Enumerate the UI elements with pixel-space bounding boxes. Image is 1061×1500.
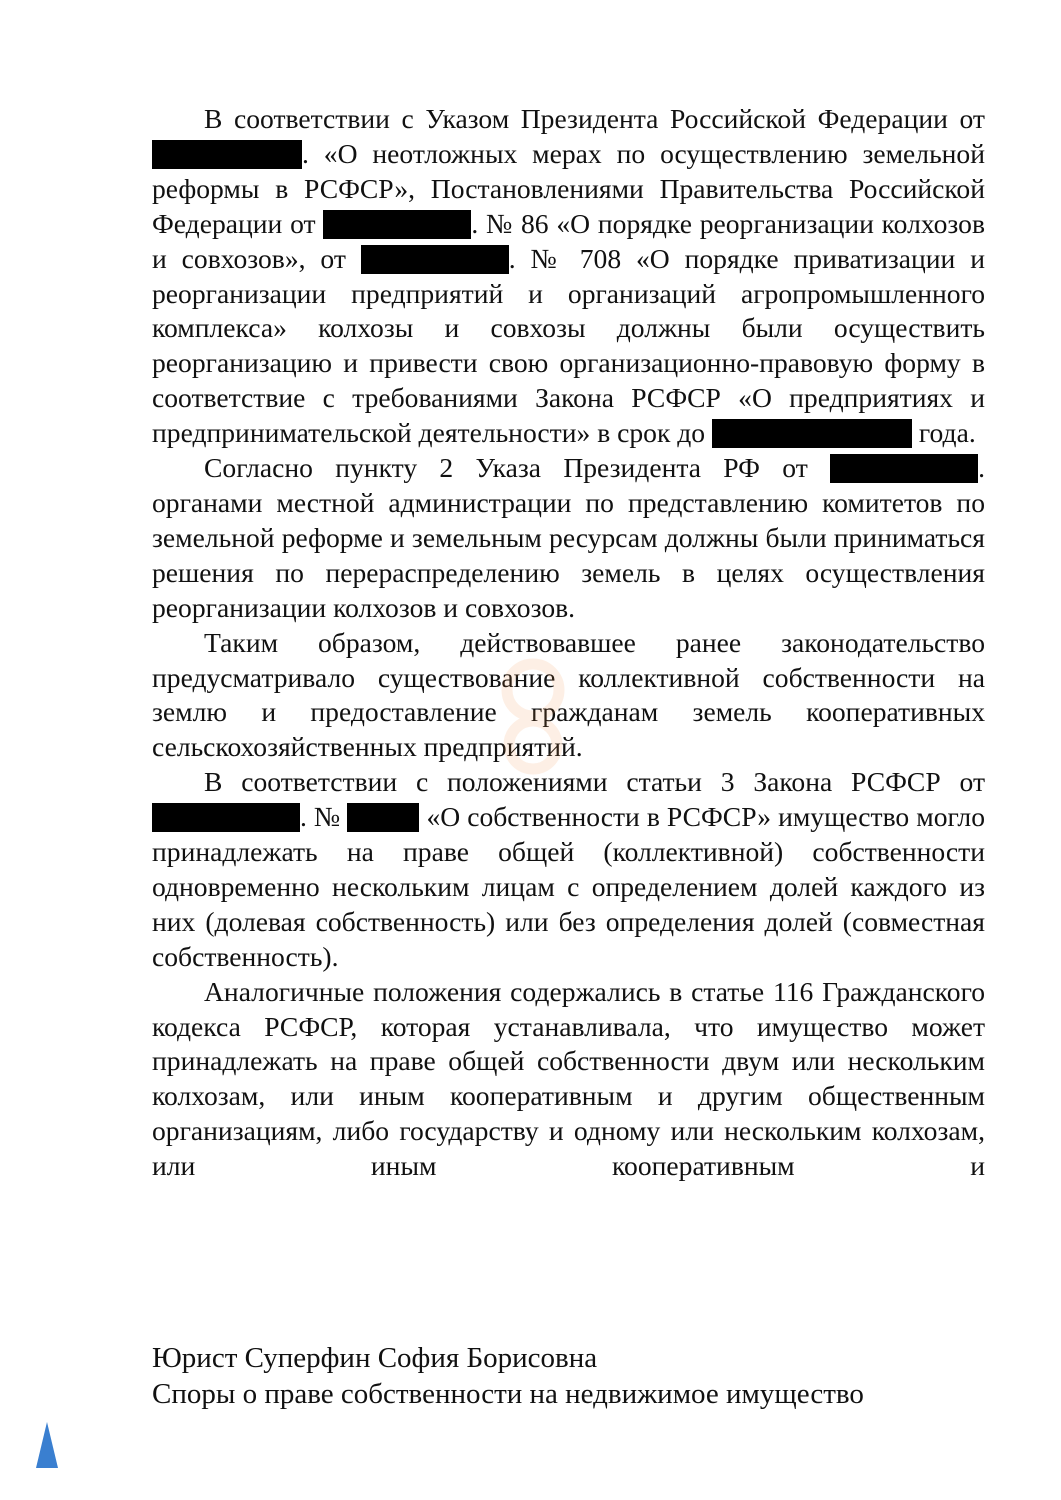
redacted-date bbox=[361, 245, 509, 274]
paragraph-1-text-5: года. bbox=[912, 417, 976, 449]
paragraph-4-text-3: «О собственности в РСФСР» имущество могло принадлежать на праве общей (коллективной) собственности одновременно нескольким лицам с определением долей каждого из них (долевая собственность) или без определения долей (совместная собственность). bbox=[152, 801, 985, 972]
redacted-number bbox=[347, 803, 419, 832]
logo-watermark-icon bbox=[488, 650, 578, 780]
redacted-date bbox=[152, 140, 302, 169]
footer-subtitle: Споры о праве собственности на недвижимое имущество bbox=[152, 1378, 864, 1410]
document-footer bbox=[152, 1340, 1012, 1412]
paragraph-2-text-1: Согласно пункту 2 Указа Президента РФ от bbox=[204, 452, 831, 484]
paragraph-1-text-3: . № 86 «О порядке реорганизации колхозов и совхозов», от bbox=[152, 207, 985, 274]
redacted-date bbox=[323, 210, 471, 239]
paragraph-2 bbox=[152, 451, 985, 626]
redacted-date bbox=[712, 419, 912, 448]
paragraph-1-text-4: . № 708 «О порядке приватизации и реорганизации предприятий и организаций агропромышленного комплекса» колхозы и совхозы должны были осуществить реорганизацию и привести свою организационно-правовую форму в соответствие с требованиями Закона РСФСР «О предприятиях и предпринимательской деятельности» в срок до bbox=[152, 242, 985, 449]
paragraph-1-text-2: . «О неотложных мерах по осуществлению земельной реформы в РСФСР», Постановлениями Правительства Российской Федерации от bbox=[152, 137, 985, 239]
footer-author: Юрист Суперфин София Борисовна bbox=[152, 1342, 598, 1374]
document-body bbox=[152, 102, 985, 1184]
redacted-date bbox=[152, 803, 300, 832]
paragraph-4-text-2: . № bbox=[300, 801, 348, 833]
paragraph-1-text-1: В соответствии с Указом Президента Российской Федерации от bbox=[204, 103, 985, 134]
paragraph-5: Аналогичные положения содержались в статье 116 Гражданского кодекса РСФСР, которая устанавливала, что имущество может принадлежать на праве общей собственности двум или нескольким колхозам, или иным кооперативным и другим общественным организациям, либо государству и одному или нескольким колхозам, или иным кооперативным и bbox=[152, 975, 985, 1182]
paragraph-1 bbox=[152, 102, 985, 451]
paragraph-3: Таким образом, действовавшее ранее законодательство предусматривало существование коллективной собственности на землю и предоставление гражданам земель кооперативных сельскохозяйственных предприятий. bbox=[152, 626, 985, 763]
paragraph-4-text-1: В соответствии с положениями статьи 3 Закона РСФСР от bbox=[204, 766, 985, 798]
redacted-date bbox=[830, 454, 978, 483]
blue-triangle-icon bbox=[36, 1422, 58, 1470]
paragraph-4 bbox=[152, 765, 985, 974]
paragraph-2-text-2: . органами местной администрации по представлению комитетов по земельной реформе и земельным ресурсам должны были приниматься решения по перераспределению земель в целях осуществления реорганизации колхозов и совхозов. bbox=[152, 452, 985, 623]
